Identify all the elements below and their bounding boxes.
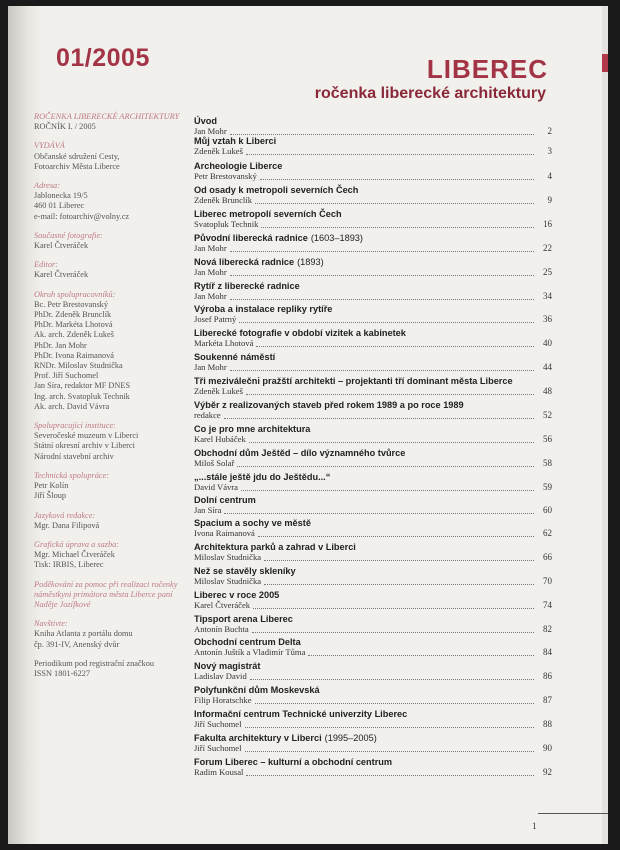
toc-leader-dots [255, 203, 534, 204]
toc-author: Zdeněk Lukeš [194, 386, 243, 396]
toc-title-years: (1995–2005) [324, 733, 377, 743]
imprint-block [34, 181, 194, 222]
footer-rule [538, 813, 608, 814]
imprint-block [34, 290, 194, 412]
toc-author: Zdeněk Brunclík [194, 195, 252, 205]
toc-page-number: 70 [543, 576, 552, 586]
toc-page-number: 16 [543, 219, 552, 229]
toc-leader-dots [256, 346, 534, 347]
toc-author: Josef Patrný [194, 314, 237, 324]
toc-page-number: 4 [547, 171, 552, 181]
toc-page-number: 56 [543, 434, 552, 444]
imprint-block [34, 260, 194, 280]
toc-entry[interactable] [194, 637, 552, 658]
toc-author: Jan Mohr [194, 291, 227, 301]
imprint-line: Mgr. Michael Čtveráček [34, 550, 115, 560]
toc-leader-dots [246, 394, 534, 395]
publication-title: LIBEREC [426, 54, 548, 84]
imprint-block [34, 511, 194, 531]
toc-leader-dots [264, 584, 534, 585]
imprint-line: Tisk: IRBIS, Liberec [34, 560, 104, 570]
toc-title: Dolní centrum [194, 495, 256, 505]
toc-entry[interactable] [194, 161, 552, 182]
toc-leader-dots [230, 370, 534, 371]
toc-title: Rytíř z liberecké radnice [194, 281, 300, 291]
imprint-heading: Současné fotografie: [34, 230, 103, 240]
toc-page-number: 40 [543, 338, 552, 348]
toc-page-number: 25 [543, 267, 552, 277]
toc-entry[interactable] [194, 685, 552, 706]
toc-title: Informační centrum Technické univerzity Liberec [194, 709, 408, 719]
toc-leader-dots [264, 560, 534, 561]
toc-author: Antonín Juštík a Vladimír Tůma [194, 647, 306, 657]
toc-page-number: 90 [543, 743, 552, 753]
toc-author: Jan Síra [194, 505, 222, 515]
imprint-line: Petr Kolín [34, 481, 69, 491]
toc-page-number: 59 [543, 482, 552, 492]
toc-page-number: 82 [543, 624, 552, 634]
toc-entry[interactable] [194, 209, 552, 230]
toc-title: Tipsport arena Liberec [194, 614, 293, 624]
toc-leader-dots [250, 679, 534, 680]
imprint-line: Severočeské muzeum v Liberci [34, 431, 139, 441]
toc-title: Co je pro mne architektura [194, 424, 311, 434]
imprint-line: e-mail: fotoarchiv@volny.cz [34, 211, 130, 221]
toc-leader-dots [230, 134, 534, 135]
toc-entry[interactable] [194, 518, 552, 539]
toc-page-number: 9 [547, 195, 552, 205]
toc-page-number: 88 [543, 719, 552, 729]
toc-leader-dots [255, 703, 534, 704]
imprint-line: Státní okresní archiv v Liberci [34, 441, 135, 451]
toc-entry[interactable] [194, 185, 552, 206]
toc-title: Archeologie Liberce [194, 161, 283, 171]
imprint-line: Fotoarchiv Města Liberce [34, 161, 120, 171]
imprint-line: ROČNÍK I. / 2005 [34, 122, 96, 132]
toc-entry[interactable] [194, 542, 552, 563]
imprint-block [34, 540, 194, 571]
toc-leader-dots [246, 154, 534, 155]
toc-leader-dots [230, 299, 534, 300]
imprint-heading: Navštivte: [34, 619, 68, 629]
toc-author: Karel Hubáček [194, 434, 246, 444]
imprint-line: čp. 391-IV, Anenský dvůr [34, 639, 120, 649]
toc-leader-dots [241, 490, 534, 491]
imprint-line: Mgr. Dana Filipová [34, 520, 100, 530]
imprint-block [34, 659, 194, 679]
toc-entry[interactable] [194, 352, 552, 373]
toc-title: Původní liberecká radnice [194, 233, 308, 243]
magazine-page [8, 6, 608, 844]
toc-page-number: 60 [543, 505, 552, 515]
imprint-line: Periodikum pod registrační značkou [34, 658, 155, 668]
toc-leader-dots [253, 608, 534, 609]
imprint-heading: Spolupracující instituce: [34, 421, 116, 431]
toc-page-number: 44 [543, 362, 552, 372]
toc-entry[interactable] [194, 424, 552, 445]
toc-entry[interactable] [194, 757, 552, 778]
imprint-heading: VYDÁVÁ [34, 141, 65, 151]
toc-title: Tři meziválečnі pražští architekti – projektanti tří dominant města Liberce [194, 376, 513, 386]
toc-page-number: 92 [543, 767, 552, 777]
imprint-line: Prof. Jiří Suchomel [34, 371, 99, 381]
toc-entry[interactable] [194, 590, 552, 611]
toc-leader-dots [239, 322, 534, 323]
accent-bar [602, 54, 608, 72]
toc-page-number: 66 [543, 552, 552, 562]
toc-author: Karel Čtveráček [194, 600, 251, 610]
toc-leader-dots [230, 251, 534, 252]
toc-title: Liberecké fotografie v období vizitek a kabinetek [194, 328, 406, 338]
imprint-line: Kniha Atlanta z portálu domu [34, 629, 133, 639]
page-edge [602, 6, 608, 844]
toc-title: Liberec v roce 2005 [194, 590, 280, 600]
toc-page-number: 87 [543, 695, 552, 705]
issue-number: 01/2005 [56, 44, 150, 72]
toc-title: Fakulta architektury v Liberci [194, 733, 322, 743]
imprint-heading: ROČENKA LIBERECKÉ ARCHITEKTURY [34, 112, 180, 121]
imprint-line: Ak. arch. Zdeněk Lukeš [34, 330, 114, 340]
toc-title-years: (1603–1893) [310, 233, 363, 243]
imprint-line: PhDr. Ivona Raimanová [34, 350, 114, 360]
toc-entry[interactable] [194, 304, 552, 325]
toc-entry[interactable] [194, 566, 552, 587]
toc-leader-dots [249, 442, 534, 443]
toc-page-number: 3 [547, 146, 552, 156]
imprint-block [34, 619, 194, 650]
toc-title: Nová liberecká radnice [194, 257, 295, 267]
toc-entry[interactable] [194, 448, 552, 469]
toc-page-number: 74 [543, 600, 552, 610]
toc-leader-dots [261, 227, 534, 228]
toc-title: Nový magistrát [194, 661, 261, 671]
toc-author: Filip Horatschke [194, 695, 252, 705]
toc-page-number: 84 [543, 647, 552, 657]
imprint-block [34, 580, 194, 611]
toc-author: Jan Mohr [194, 362, 227, 372]
imprint-line: Karel Čtveráček [34, 270, 89, 280]
toc-leader-dots [308, 655, 534, 656]
toc-title: Forum Liberec – kulturní a obchodní centrum [194, 757, 393, 767]
imprint-heading: Poděkování za pomoc při realizaci ročenky náměstkyni primátora města Liberce paní Naděje Jozífkové [34, 579, 178, 609]
toc-author: Markéta Lhotová [194, 338, 254, 348]
toc-page-number: 86 [543, 671, 552, 681]
toc-entry[interactable] [194, 614, 552, 635]
toc-author: redakce [194, 410, 221, 420]
toc-title: Výroba a instalace repliky rytíře [194, 304, 333, 314]
imprint-block [34, 471, 194, 502]
toc-author: Jiří Suchomel [194, 719, 242, 729]
imprint-line: PhDr. Jan Mohr [34, 340, 87, 350]
toc-author: Jan Mohr [194, 243, 227, 253]
toc-page-number: 52 [543, 410, 552, 420]
toc-title: Výběr z realizovaných staveb před rokem 1989 a po roce 1989 [194, 400, 464, 410]
toc-title: Můj vztah k Liberci [194, 136, 277, 146]
toc-entry[interactable] [194, 328, 552, 349]
toc-title: Od osady k metropoli severních Čech [194, 185, 359, 195]
imprint-column [34, 112, 194, 688]
toc-leader-dots [224, 513, 534, 514]
toc-title: Soukenné náměstí [194, 352, 276, 362]
toc-title: Spacium a sochy ve městě [194, 518, 311, 528]
imprint-block [34, 231, 194, 251]
toc-title: Architektura parků a zahrad v Liberci [194, 542, 356, 552]
imprint-block [34, 421, 194, 462]
imprint-heading: Editor: [34, 260, 58, 270]
imprint-line: Občanské sdružení Cesty, [34, 151, 120, 161]
toc-leader-dots [252, 632, 534, 633]
toc-page-number: 62 [543, 528, 552, 538]
toc-author: Zdeněk Lukeš [194, 146, 243, 156]
imprint-line: PhDr. Markéta Lhotová [34, 320, 113, 330]
toc-author: Miloslav Studnička [194, 576, 262, 586]
toc-entry[interactable] [194, 376, 552, 397]
imprint-line: PhDr. Zdeněk Brunclík [34, 310, 112, 320]
toc-title: Obchodní centrum Delta [194, 637, 301, 647]
toc-title-years: (1893) [297, 257, 324, 267]
toc-author: Radim Kousal [194, 767, 244, 777]
imprint-line: Bc. Petr Brestovanský [34, 299, 108, 309]
toc-leader-dots [224, 418, 534, 419]
imprint-line: Ing. arch. Svatopluk Technik [34, 391, 130, 401]
toc-entry[interactable] [194, 400, 552, 421]
toc-leader-dots [258, 536, 534, 537]
toc-leader-dots [230, 275, 534, 276]
toc-entry[interactable] [194, 733, 552, 754]
imprint-block [34, 112, 194, 132]
toc-entry[interactable] [194, 257, 552, 278]
toc-author: Antonín Buchta [194, 624, 249, 634]
toc-leader-dots [260, 179, 534, 180]
toc-author: Jan Mohr [194, 126, 227, 136]
toc-page-number: 58 [543, 458, 552, 468]
imprint-line: Ak. arch. David Vávra [34, 401, 110, 411]
toc-title: Obchodní dům Ještěd – dílo významného tvůrce [194, 448, 406, 458]
toc-author: Jan Mohr [194, 267, 227, 277]
toc-author: David Vávra [194, 482, 238, 492]
imprint-line: Jabloneckа 19/5 [34, 191, 88, 201]
toc-entry[interactable] [194, 472, 552, 493]
toc-entry[interactable] [194, 233, 552, 254]
toc-author: Ladislav David [194, 671, 247, 681]
toc-page-number: 36 [543, 314, 552, 324]
toc-entry[interactable] [194, 281, 552, 302]
imprint-heading: Technická spolupráce: [34, 470, 110, 480]
toc-page-number: 34 [543, 291, 552, 301]
toc-leader-dots [237, 466, 534, 467]
imprint-line: Jan Síra, redaktor MF DNES [34, 381, 131, 391]
publication-subtitle: ročenka liberecké architektury [314, 85, 546, 102]
toc-author: Svatopluk Technik [194, 219, 259, 229]
imprint-line: Národní stavební archiv [34, 451, 114, 461]
imprint-heading: Okruh spolupracovníků: [34, 289, 116, 299]
toc-title: Liberec metropolí severních Čech [194, 209, 342, 219]
toc-entry[interactable] [194, 116, 552, 137]
imprint-line: RNDr. Miloslav Studnička [34, 361, 123, 371]
toc-entry[interactable] [194, 661, 552, 682]
toc-entry[interactable] [194, 136, 552, 157]
toc-author: Miloš Solař [194, 458, 235, 468]
imprint-heading: Adresa: [34, 181, 60, 191]
imprint-heading: Jazyková redakce: [34, 510, 96, 520]
toc-leader-dots [246, 775, 534, 776]
toc-title: Než se stavěly skleníky [194, 566, 296, 576]
toc-author: Ivona Raimanová [194, 528, 255, 538]
toc-page-number: 22 [543, 243, 552, 253]
imprint-line: Karel Čtveráček [34, 241, 89, 251]
toc-author: Jiří Suchomel [194, 743, 242, 753]
toc-title: „...stále ještě jdu do Ještědu...“ [194, 472, 331, 482]
toc-author: Petr Brestovanský [194, 171, 257, 181]
imprint-line: 460 01 Liberec [34, 201, 85, 211]
toc-page-number: 48 [543, 386, 552, 396]
imprint-heading: Grafická úprava a sazba: [34, 539, 120, 549]
toc-leader-dots [245, 751, 534, 752]
toc-entry[interactable] [194, 709, 552, 730]
toc-leader-dots [245, 727, 534, 728]
toc-title: Úvod [194, 116, 217, 126]
imprint-block [34, 141, 194, 172]
imprint-line: Jiří Šloup [34, 491, 67, 501]
page-number: 1 [532, 821, 537, 831]
toc-author: Miloslav Studnička [194, 552, 262, 562]
toc-page-number: 2 [547, 126, 552, 136]
imprint-line: ISSN 1801-6227 [34, 668, 91, 678]
toc-title: Polyfunkční dům Moskevská [194, 685, 320, 695]
toc-entry[interactable] [194, 495, 552, 516]
